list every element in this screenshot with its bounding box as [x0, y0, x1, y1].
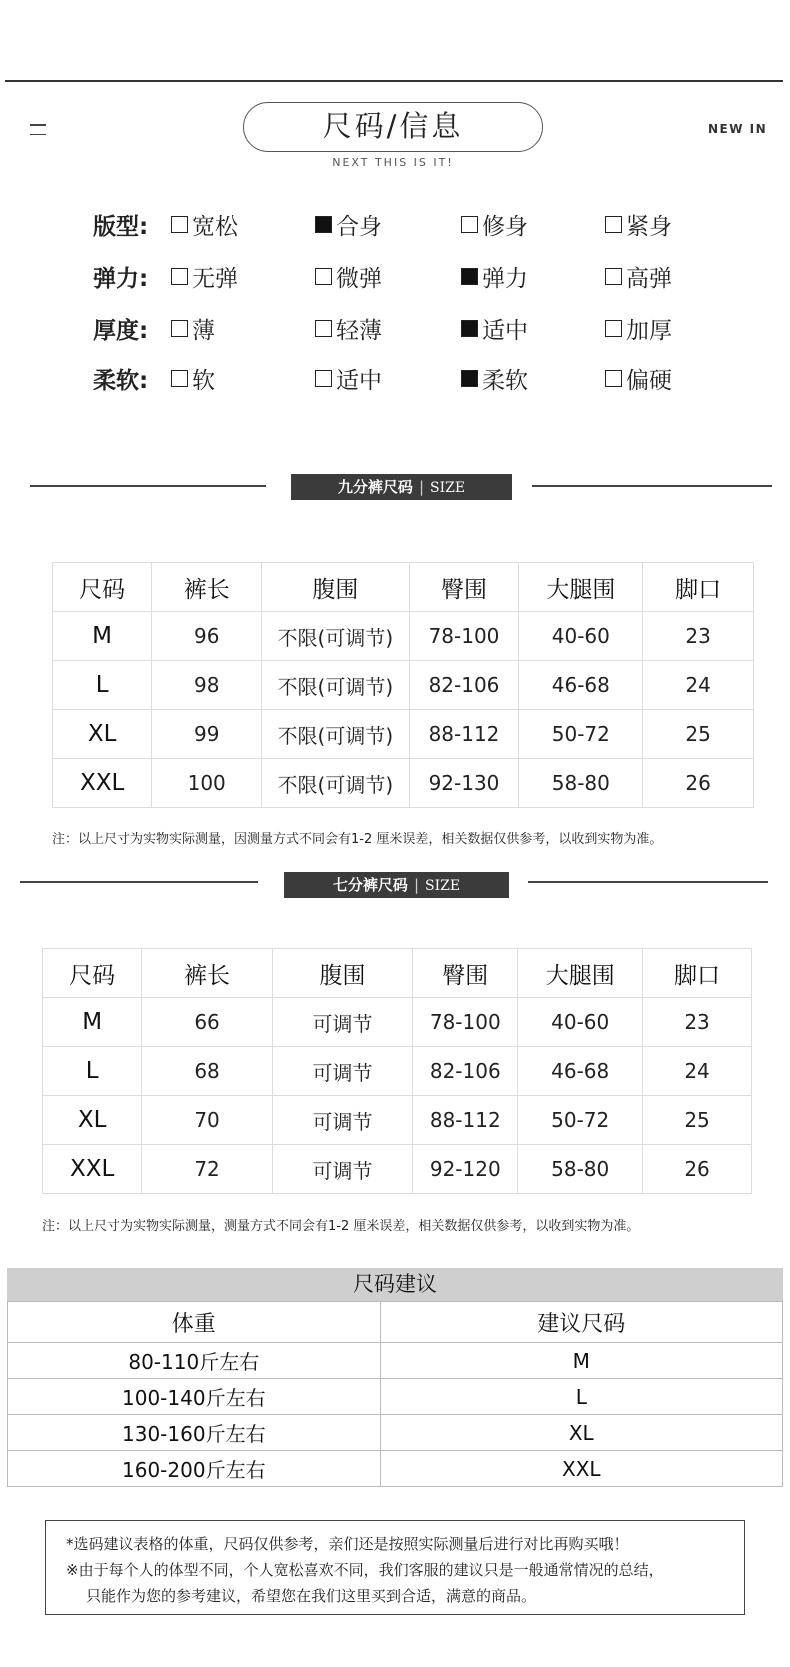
attribute-option-label: 宽松 — [192, 214, 238, 240]
column-header: 腹围 — [272, 949, 412, 998]
table-row — [43, 1096, 752, 1145]
table-cell: 96 — [152, 612, 262, 661]
column-header: 臀围 — [409, 563, 519, 612]
attribute-option — [171, 362, 215, 395]
table-cell: 可调节 — [272, 1096, 412, 1145]
table-cell: XL — [43, 1096, 142, 1145]
attribute-option-label: 适中 — [336, 368, 382, 394]
recommendation-title: 尺码建议 — [7, 1268, 783, 1301]
top-divider — [5, 80, 783, 82]
attribute-row — [93, 208, 743, 248]
table-cell: 130-160斤左右 — [8, 1415, 381, 1451]
table-cell: 50-72 — [519, 710, 643, 759]
table-cell: M — [53, 612, 152, 661]
table-cell: 不限(可调节) — [262, 759, 409, 808]
table-cell: 82-106 — [413, 1047, 518, 1096]
table-header-row — [8, 1302, 783, 1343]
table-cell: 100-140斤左右 — [8, 1379, 381, 1415]
attribute-option-label: 薄 — [192, 318, 215, 344]
column-header: 臀围 — [413, 949, 518, 998]
hamburger-icon[interactable] — [30, 124, 46, 143]
checked-checkbox-icon — [461, 370, 478, 387]
attribute-option-label: 微弹 — [336, 266, 382, 292]
table-cell: 92-130 — [409, 759, 519, 808]
size-table-2 — [42, 948, 752, 1194]
attribute-row — [93, 312, 743, 352]
attribute-option — [315, 260, 382, 293]
table-cell: L — [380, 1379, 782, 1415]
attribute-option-label: 修身 — [482, 214, 528, 240]
table-header-row — [53, 563, 754, 612]
table-cell: XL — [53, 710, 152, 759]
column-header: 脚口 — [643, 563, 754, 612]
table-row — [8, 1379, 783, 1415]
attribute-option — [315, 312, 382, 345]
column-header: 裤长 — [142, 949, 273, 998]
table-cell: L — [53, 661, 152, 710]
tip-line: ※由于每个人的体型不同，个人宽松喜欢不同，我们客服的建议只是一般通常情况的总结， — [66, 1561, 664, 1579]
section-title: 七分裤尺码 — [332, 876, 408, 894]
section-separator: | — [418, 478, 424, 496]
table-cell: 25 — [643, 710, 754, 759]
attribute-label: 版型: — [93, 214, 149, 240]
column-header: 裤长 — [152, 563, 262, 612]
section-title: 九分裤尺码 — [337, 478, 413, 496]
table-row — [53, 759, 754, 808]
table-cell: 23 — [643, 998, 752, 1047]
attribute-row — [93, 260, 743, 300]
attribute-option — [315, 208, 382, 241]
table-cell: 88-112 — [413, 1096, 518, 1145]
table-cell: L — [43, 1047, 142, 1096]
checked-checkbox-icon — [315, 216, 332, 233]
table-cell: XXL — [380, 1451, 782, 1487]
table-cell: 78-100 — [413, 998, 518, 1047]
tip-line: *选码建议表格的体重，尺码仅供参考，亲们还是按照实际测量后进行对比再购买哦！ — [66, 1535, 629, 1553]
table-cell: 92-120 — [413, 1145, 518, 1194]
tips-box — [45, 1520, 745, 1615]
table-row — [43, 998, 752, 1047]
attribute-option-label: 加厚 — [626, 318, 672, 344]
unchecked-checkbox-icon — [605, 216, 622, 233]
attribute-option-label: 软 — [192, 368, 215, 394]
size-table-1 — [52, 562, 754, 808]
table-cell: 88-112 — [409, 710, 519, 759]
table-cell: 99 — [152, 710, 262, 759]
attribute-option — [605, 260, 672, 293]
table-cell: 160-200斤左右 — [8, 1451, 381, 1487]
attribute-label: 弹力: — [93, 266, 149, 292]
table-header-row — [43, 949, 752, 998]
section-header-table2 — [284, 872, 509, 898]
table-row — [8, 1415, 783, 1451]
table-row — [53, 710, 754, 759]
table-row — [8, 1451, 783, 1487]
unchecked-checkbox-icon — [171, 268, 188, 285]
attribute-option-label: 轻薄 — [336, 318, 382, 344]
attribute-option-label: 高弹 — [626, 266, 672, 292]
attribute-option — [171, 312, 215, 345]
table1-note: 注：以上尺寸为实物实际测量，因测量方式不同会有1-2 厘米误差，相关数据仅供参考，以收到实物为准。 — [52, 832, 663, 847]
checked-checkbox-icon — [461, 320, 478, 337]
section-header-table1 — [291, 474, 512, 500]
attribute-option — [461, 260, 528, 293]
table-cell: 78-100 — [409, 612, 519, 661]
table-row — [53, 661, 754, 710]
section-title-en: SIZE — [430, 480, 466, 496]
section-line-right — [532, 485, 772, 487]
section-line-left — [20, 881, 258, 883]
table-cell: 82-106 — [409, 661, 519, 710]
unchecked-checkbox-icon — [605, 370, 622, 387]
column-header: 尺码 — [53, 563, 152, 612]
table-row — [53, 612, 754, 661]
unchecked-checkbox-icon — [171, 370, 188, 387]
table-cell: 58-80 — [519, 759, 643, 808]
table-cell: 58-80 — [518, 1145, 643, 1194]
table2-note: 注：以上尺寸为实物实际测量，测量方式不同会有1-2 厘米误差，相关数据仅供参考，以收到实物为准。 — [42, 1219, 640, 1234]
unchecked-checkbox-icon — [605, 320, 622, 337]
page-subtitle: NEXT THIS IS IT! — [332, 156, 454, 169]
table-cell: 72 — [142, 1145, 273, 1194]
column-header: 大腿围 — [519, 563, 643, 612]
attribute-label: 厚度: — [93, 318, 149, 344]
attribute-option — [171, 208, 238, 241]
table-cell: 98 — [152, 661, 262, 710]
table-cell: 可调节 — [272, 1047, 412, 1096]
section-separator: | — [413, 876, 419, 894]
unchecked-checkbox-icon — [171, 216, 188, 233]
table-cell: 26 — [643, 759, 754, 808]
attribute-option-label: 弹力 — [482, 266, 528, 292]
table-cell: 66 — [142, 998, 273, 1047]
table-cell: 24 — [643, 661, 754, 710]
attribute-option — [605, 362, 672, 395]
attribute-option-label: 紧身 — [626, 214, 672, 240]
table-row — [43, 1145, 752, 1194]
attribute-row — [93, 362, 743, 402]
table-cell: 不限(可调节) — [262, 661, 409, 710]
recommendation-table — [7, 1301, 783, 1487]
column-header: 大腿围 — [518, 949, 643, 998]
table-cell: 40-60 — [518, 998, 643, 1047]
table-row — [43, 1047, 752, 1096]
section-line-left — [30, 485, 266, 487]
table-cell: 50-72 — [518, 1096, 643, 1145]
column-header: 脚口 — [643, 949, 752, 998]
new-in-label: NEW IN — [708, 122, 768, 136]
table-cell: 24 — [643, 1047, 752, 1096]
tip-line: 只能作为您的参考建议，希望您在我们这里买到合适，满意的商品。 — [86, 1587, 537, 1605]
unchecked-checkbox-icon — [605, 268, 622, 285]
unchecked-checkbox-icon — [171, 320, 188, 337]
table-cell: 68 — [142, 1047, 273, 1096]
attribute-option-label: 偏硬 — [626, 368, 672, 394]
table-cell: 100 — [152, 759, 262, 808]
table-cell: 80-110斤左右 — [8, 1343, 381, 1379]
table-row — [8, 1343, 783, 1379]
table-cell: 23 — [643, 612, 754, 661]
attribute-option — [315, 362, 382, 395]
attribute-option — [461, 362, 528, 395]
attribute-option-label: 适中 — [482, 318, 528, 344]
page-title: 尺码/信息 — [243, 102, 543, 152]
column-header: 建议尺码 — [380, 1302, 782, 1343]
unchecked-checkbox-icon — [315, 268, 332, 285]
attribute-option-label: 无弹 — [192, 266, 238, 292]
table-cell: XXL — [53, 759, 152, 808]
table-cell: 70 — [142, 1096, 273, 1145]
unchecked-checkbox-icon — [461, 216, 478, 233]
table-cell: XXL — [43, 1145, 142, 1194]
attribute-label: 柔软: — [93, 368, 149, 394]
table-cell: 可调节 — [272, 998, 412, 1047]
attribute-option-label: 合身 — [336, 214, 382, 240]
checked-checkbox-icon — [461, 268, 478, 285]
section-line-right — [528, 881, 768, 883]
attribute-option — [171, 260, 238, 293]
table-cell: 40-60 — [519, 612, 643, 661]
attribute-option — [605, 312, 672, 345]
table-cell: 46-68 — [519, 661, 643, 710]
attribute-option — [605, 208, 672, 241]
unchecked-checkbox-icon — [315, 320, 332, 337]
table-cell: 可调节 — [272, 1145, 412, 1194]
table-cell: XL — [380, 1415, 782, 1451]
column-header: 腹围 — [262, 563, 409, 612]
table-cell: 不限(可调节) — [262, 710, 409, 759]
table-cell: 不限(可调节) — [262, 612, 409, 661]
table-cell: M — [43, 998, 142, 1047]
table-cell: 25 — [643, 1096, 752, 1145]
attribute-option — [461, 312, 528, 345]
column-header: 尺码 — [43, 949, 142, 998]
table-cell: M — [380, 1343, 782, 1379]
column-header: 体重 — [8, 1302, 381, 1343]
table-cell: 46-68 — [518, 1047, 643, 1096]
attribute-option — [461, 208, 528, 241]
table-cell: 26 — [643, 1145, 752, 1194]
section-title-en: SIZE — [425, 878, 461, 894]
unchecked-checkbox-icon — [315, 370, 332, 387]
attribute-option-label: 柔软 — [482, 368, 528, 394]
